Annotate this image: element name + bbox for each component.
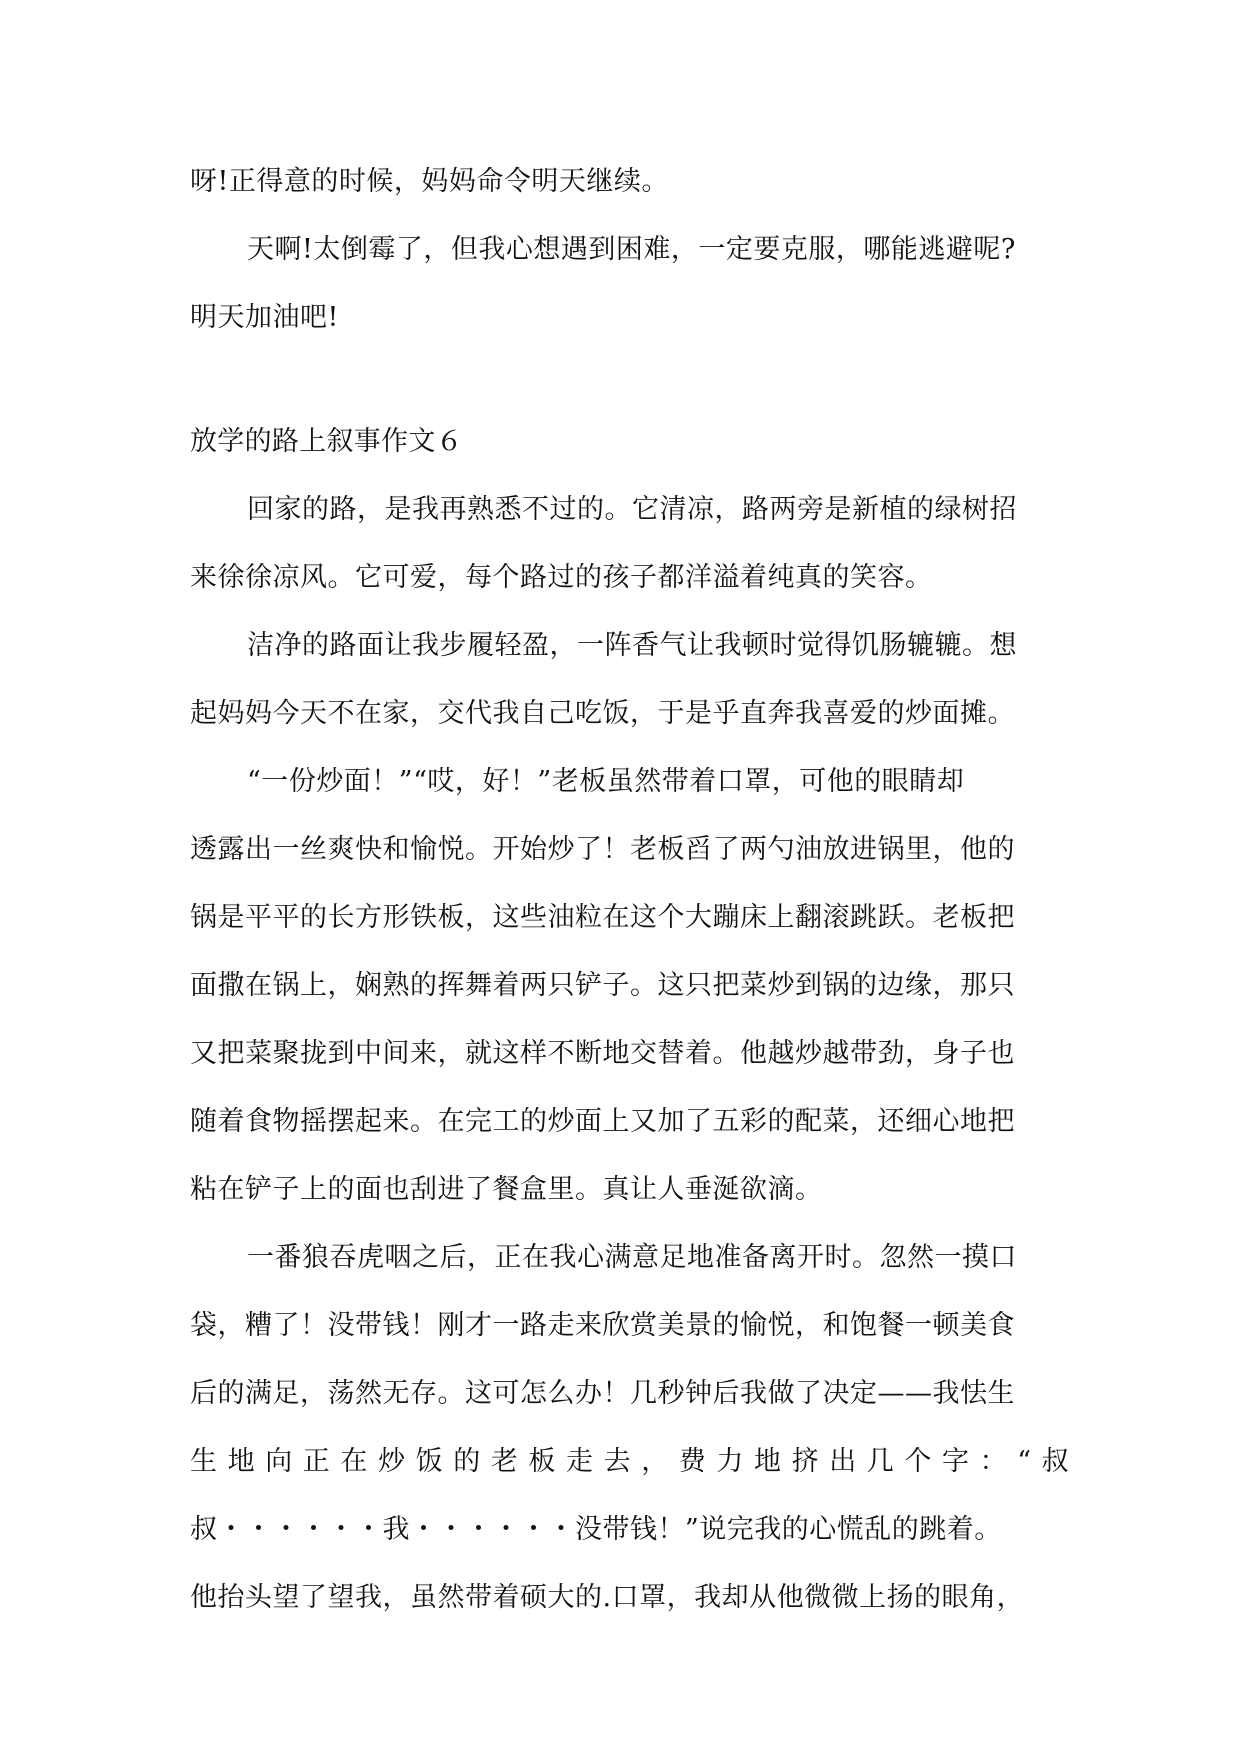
text-line: 呀!正得意的时候，妈妈命令明天继续。: [190, 166, 669, 197]
text-line: 随着食物摇摆起来。在完工的炒面上又加了五彩的配菜，还细心地把: [190, 1106, 1015, 1137]
text-line: 锅是平平的长方形铁板，这些油粒在这个大蹦床上翻滚跳跃。老板把: [190, 902, 1015, 933]
text-line: “一份炒面！”“哎，好！”老板虽然带着口罩，可他的眼睛却: [247, 766, 965, 797]
text-line: 他抬头望了望我，虽然带着硕大的.口罩，我却从他微微上扬的眼角，: [190, 1582, 1025, 1613]
text-line: 后的满足，荡然无存。这可怎么办！几秒钟后我做了决定——我怯生: [190, 1378, 1015, 1409]
text-line: 透露出一丝爽快和愉悦。开始炒了！老板舀了两勺油放进锅里，他的: [190, 834, 1015, 865]
text-line: 明天加油吧!: [190, 302, 339, 333]
text-line: 粘在铲子上的面也刮进了餐盒里。真让人垂涎欲滴。: [190, 1174, 823, 1205]
text-line: 起妈妈今天不在家，交代我自己吃饭，于是乎直奔我喜爱的炒面摊。: [190, 698, 1015, 729]
text-line: 一番狼吞虎咽之后，正在我心满意足地准备离开时。忽然一摸口: [247, 1242, 1017, 1273]
text-line: 回家的路，是我再熟悉不过的。它清凉，路两旁是新植的绿树招: [247, 494, 1017, 525]
text-line: 又把菜聚拢到中间来，就这样不断地交替着。他越炒越带劲，身子也: [190, 1038, 1015, 1069]
text-line: 来徐徐凉风。它可爱，每个路过的孩子都洋溢着纯真的笑容。: [190, 562, 933, 593]
text-line: 天啊!太倒霉了，但我心想遇到困难，一定要克服，哪能逃避呢?: [247, 234, 1016, 265]
text-line: 面撒在锅上，娴熟的挥舞着两只铲子。这只把菜炒到锅的边缘，那只: [190, 970, 1015, 1001]
text-line: 生地向正在炒饭的老板走去，费力地挤出几个字：“叔: [190, 1446, 1080, 1477]
text-line: 袋，糟了！没带钱！刚才一路走来欣赏美景的愉悦，和饱餐一顿美食: [190, 1310, 1015, 1341]
section-title: 放学的路上叙事作文６: [190, 426, 463, 457]
text-line: 洁净的路面让我步履轻盈，一阵香气让我顿时觉得饥肠辘辘。想: [247, 630, 1017, 661]
text-line: 叔・・・・・・我・・・・・・没带钱！”说完我的心慌乱的跳着。: [190, 1514, 1002, 1545]
